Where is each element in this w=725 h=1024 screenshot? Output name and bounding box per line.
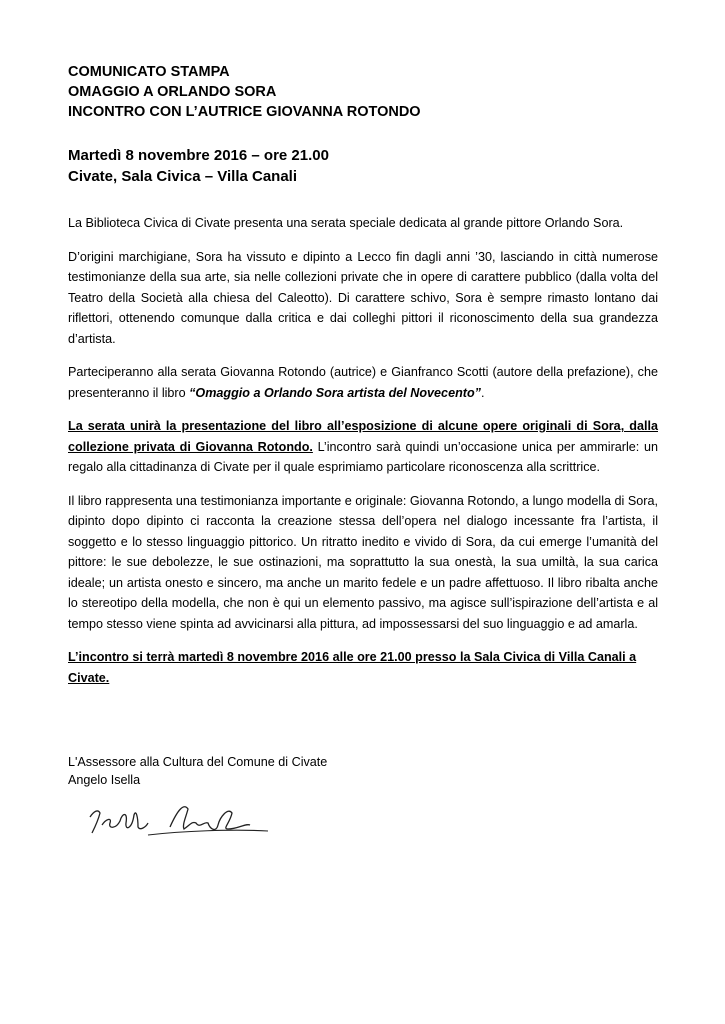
- header-title: COMUNICATO STAMPA: [68, 64, 230, 80]
- event-venue: Civate, Sala Civica – Villa Canali: [68, 168, 298, 185]
- header-event-title: INCONTRO CON L’AUTRICE GIOVANNA ROTONDO: [68, 104, 421, 120]
- header-subtitle: OMAGGIO A ORLANDO SORA: [68, 84, 277, 100]
- participants-text: Parteciperanno alla serata Giovanna Rotondo (autrice) e Gianfranco Scotti (autore della prefazione), che presenteranno il libro: [68, 365, 658, 400]
- signoff-name: Angelo Isella: [68, 773, 141, 787]
- closing-announcement: L’incontro si terrà martedì 8 novembre 2016 alle ore 21.00 presso la Sala Civica di Villa Canali a Civate.: [68, 650, 637, 685]
- signoff-role: L'Assessore alla Cultura del Comune di Civate: [68, 755, 328, 769]
- body-text: [68, 213, 658, 701]
- book-title: “Omaggio a Orlando Sora artista del Novecento”: [189, 385, 481, 400]
- paragraph-closing: [68, 647, 658, 688]
- exhibition-highlight: La serata unirà la presentazione del libro all’esposizione di alcune opere originali di Sora, dalla collezione privata di Giovanna Rotondo.: [68, 419, 658, 454]
- header: [68, 62, 421, 122]
- participants-end: .: [480, 385, 485, 400]
- handwritten-signature: [82, 795, 272, 845]
- paragraph-intro: La Biblioteca Civica di Civate presenta una serata speciale dedicata al grande pittore Orlando Sora.: [68, 216, 624, 230]
- event-date-time: Martedì 8 novembre 2016 – ore 21.00: [68, 147, 329, 164]
- paragraph-biography: D’origini marchigiane, Sora ha vissuto e dipinto a Lecco fin dagli anni ’30, lasciando in città numerose testimonianze della sua arte, sia nelle collezioni private che in opere di carattere pubblico (dalla volta del Teatro della Società alla chiesa del Caleotto). Di carattere schivo, Sora è sempre rimasto lontano dai riflettori, ottenendo comunque dalla critica e dai colleghi pittori il riconoscimento della sua grandezza d’artista.: [68, 249, 658, 346]
- event-info: [68, 145, 329, 187]
- exhibition-text: L’incontro sarà quindi un’occasione unica per ammirarle: un regalo alla cittadinanza di Civate per il quale esprimiamo particolare riconoscenza alla scrittrice.: [68, 439, 658, 474]
- signoff: [68, 753, 327, 789]
- paragraph-exhibition: [68, 416, 658, 478]
- paragraph-book-description: Il libro rappresenta una testimonianza importante e originale: Giovanna Rotondo, a lungo modella di Sora, dipinto dopo dipinto ci racconta la creazione stessa dell’opera nel dialogo incessante fra l’artista, il soggetto e lo stesso linguaggio pittorico. Un ritratto inedito e vivido di Sora, da cui emerge l’umanità del pittore: le sue debolezze, le sue ostinazioni, ma soprattutto la sua onestà, la sua umiltà, la sua carica ideale; un artista onesto e sincero, ma anche un marito fedele e un padre affettuoso. Il libro ribalta anche lo stereotipo della modella, che non è qui un elemento passivo, ma agisce sull’ispirazione dell’artista e al tempo stesso viene spinta ad avvicinarsi alla pittura, ad impossessarsi del suo linguaggio e ad amarla.: [68, 493, 658, 631]
- paragraph-participants: [68, 362, 658, 403]
